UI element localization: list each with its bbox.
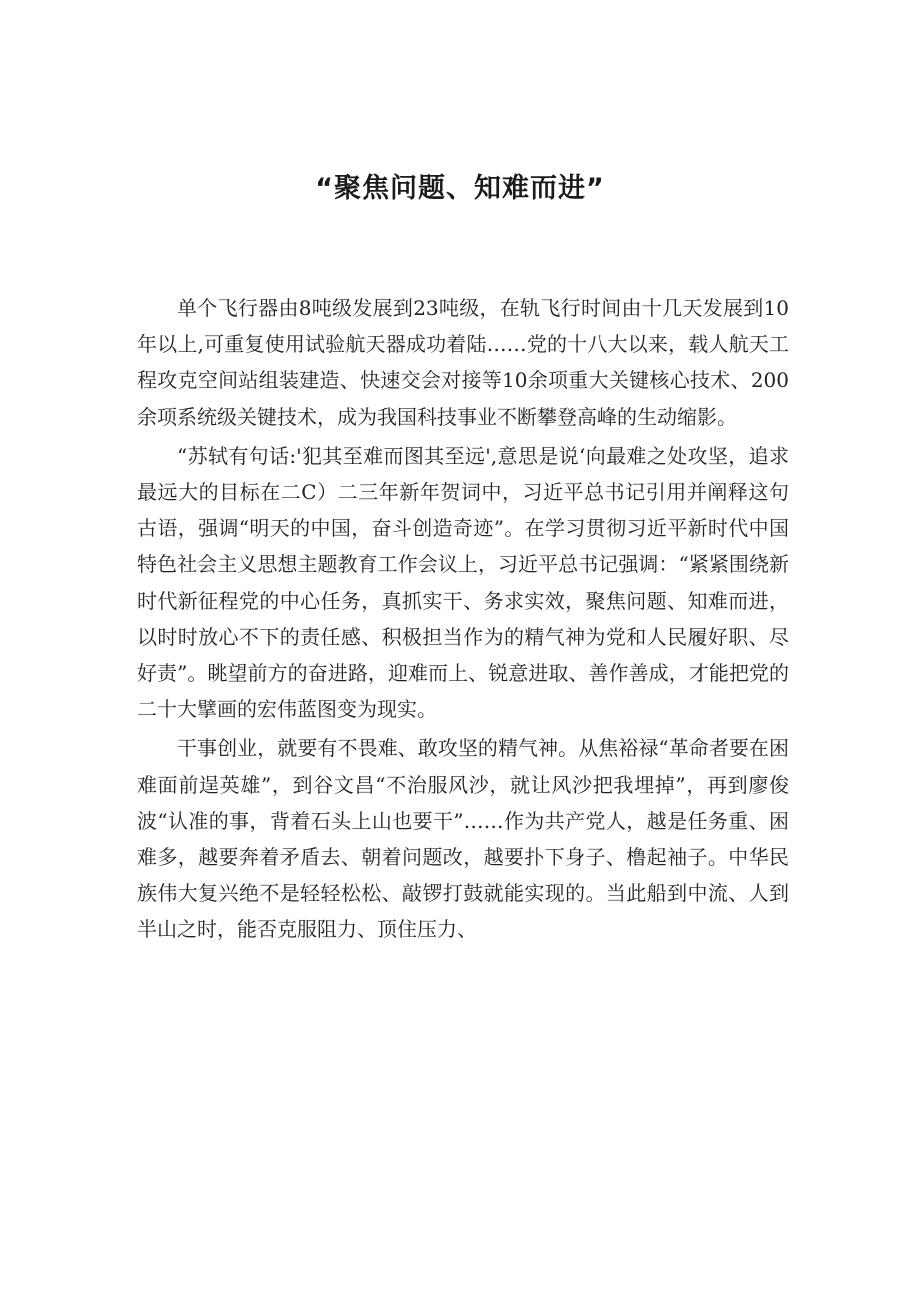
paragraph-3: 干事创业，就要有不畏难、敢攻坚的精气神。从焦裕禄“革命者要在困难面前逞英雄”，到谷文昌“不治服风沙，就让风沙把我埋掉”，再到廖俊波“认准的事，背着石头上山也要干”……作为共产党人，越是任务重、困难多，越要奔着矛盾去、朝着问题改，越要扑下身子、橹起袖子。中华民族伟大复兴绝不是轻轻松松、敲锣打鼓就能实现的。当此船到中流、人到半山之时，能否克服阻力、顶住压力、 (137, 736, 789, 942)
document-body (137, 290, 789, 951)
paragraph-2: “苏轼有句话:'犯其至难而图其至远',意思是说‘向最难之处攻坚，追求最远大的目标在二C）二三年新年贺词中，习近平总书记引用并阐释这句古语，强调“明天的中国，奋斗创造奇迹”。在学习贯彻习近平新时代中国特色社会主义思想主题教育工作会议上，习近平总书记强调：“紧紧围绕新时代新征程党的中心任务，真抓实干、务求实效，聚焦问题、知难而进，以时时放心不下的责任感、积极担当作为的精气神为党和人民履好职、尽好责”。眺望前方的奋进路，迎难而上、锐意进取、善作善成，才能把党的二十大擘画的宏伟蓝图变为现实。 (137, 443, 789, 722)
document-title: “聚焦问题、知难而进” (315, 173, 605, 204)
paragraph-1: 单个飞行器由8吨级发展到23吨级，在轨飞行时间由十几天发展到10年以上,可重复使用试验航天器成功着陆……党的十八大以来，载人航天工程攻克空间站组装建造、快速交会对接等10余项重大关键核心技术、200余项系统级关键技术，成为我国科技事业不断攀登高峰的生动缩影。 (137, 296, 789, 429)
